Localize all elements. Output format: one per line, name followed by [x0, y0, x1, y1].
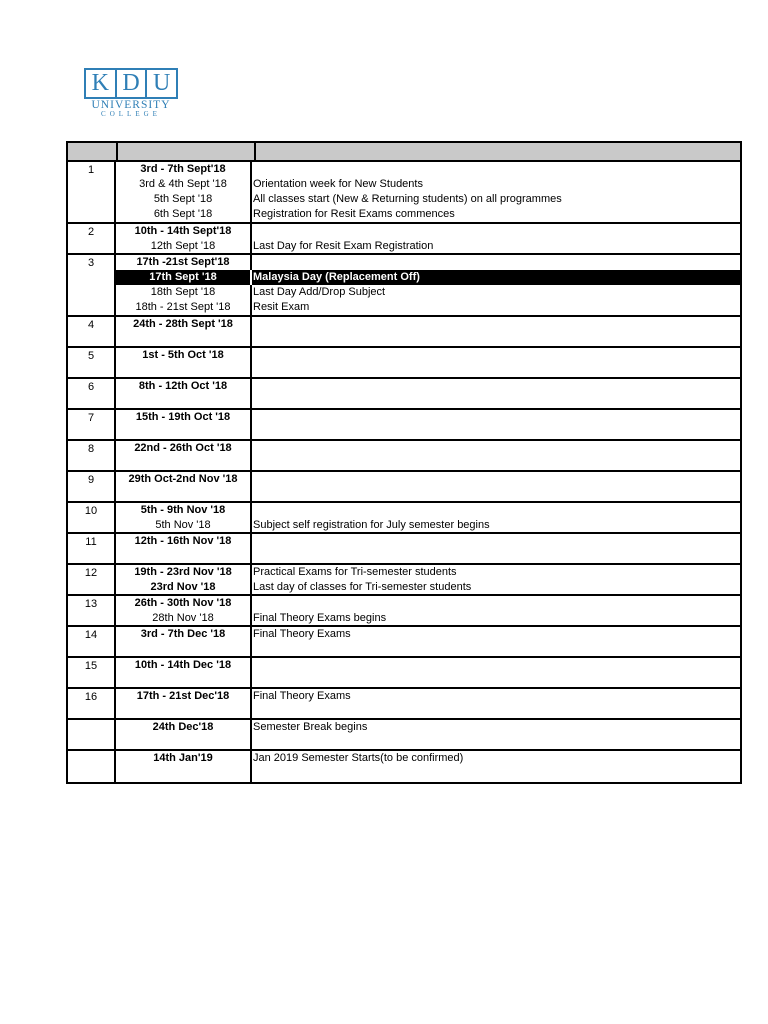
filler-date-cell: [116, 456, 252, 470]
calendar-entry: [116, 720, 740, 735]
entry-event: [252, 255, 740, 270]
filler-event-cell: [252, 363, 740, 377]
calendar-entry: [116, 207, 740, 222]
calendar-entry: [116, 534, 740, 549]
entry-event: [252, 596, 740, 611]
entry-event: Jan 2019 Semester Starts(to be confirmed): [253, 752, 464, 764]
entry-date: 6th Sept '18: [116, 207, 252, 222]
calendar-entry: [116, 285, 740, 300]
calendar-entry: [116, 472, 740, 487]
week-row: [68, 627, 740, 658]
calendar-entry: [116, 518, 740, 533]
entry-event: Final Theory Exams: [253, 628, 351, 640]
calendar-entry: [116, 596, 740, 611]
entry-date: 12th - 16th Nov '18: [116, 534, 252, 549]
filler-date-cell: [116, 766, 252, 782]
entry-date: 10th - 14th Dec '18: [116, 658, 252, 673]
row-filler: [116, 549, 740, 563]
week-entries: [116, 348, 740, 377]
filler-event-cell: [252, 394, 740, 408]
week-row: [68, 348, 740, 379]
entry-date: 29th Oct-2nd Nov '18: [116, 472, 252, 487]
filler-date-cell: [116, 363, 252, 377]
week-entries: [116, 162, 740, 222]
row-filler: [116, 704, 740, 718]
filler-event-cell: [252, 487, 740, 501]
week-number: 9: [68, 472, 116, 501]
week-number: [68, 751, 116, 782]
week-row: [68, 751, 740, 782]
row-filler: [116, 456, 740, 470]
entry-event: Last Day for Resit Exam Registration: [253, 240, 434, 252]
week-entries: [116, 503, 740, 532]
entry-date: 17th -21st Sept'18: [116, 255, 252, 270]
filler-date-cell: [116, 425, 252, 439]
entry-date: 18th Sept '18: [116, 285, 252, 300]
logo-letter-k: K: [91, 70, 109, 96]
calendar-entry: [116, 348, 740, 363]
row-filler: [116, 394, 740, 408]
calendar-entry: [116, 611, 740, 626]
week-number: 10: [68, 503, 116, 532]
row-filler: [116, 425, 740, 439]
header-week-cell: [68, 143, 118, 160]
entry-date: 3rd - 7th Sept'18: [116, 162, 252, 177]
entry-event: [252, 472, 740, 487]
entry-date: 5th - 9th Nov '18: [116, 503, 252, 518]
week-row: [68, 534, 740, 565]
week-number: 7: [68, 410, 116, 439]
entry-event: [252, 410, 740, 425]
week-number: 11: [68, 534, 116, 563]
entry-event: Last day of classes for Tri-semester students: [253, 581, 472, 593]
entry-event: Malaysia Day (Replacement Off): [253, 271, 420, 283]
week-number: 5: [68, 348, 116, 377]
entry-event: [252, 503, 740, 518]
filler-event-cell: [252, 766, 740, 782]
filler-date-cell: [116, 704, 252, 718]
week-row: [68, 379, 740, 410]
filler-event-cell: [252, 642, 740, 656]
week-number: 2: [68, 224, 116, 253]
entry-date: 24th - 28th Sept '18: [116, 317, 252, 332]
filler-date-cell: [116, 642, 252, 656]
calendar-entry: [116, 239, 740, 254]
week-entries: [116, 472, 740, 501]
entry-date: 14th Jan'19: [116, 751, 252, 766]
entry-date: 1st - 5th Oct '18: [116, 348, 252, 363]
entry-date: 18th - 21st Sept '18: [116, 300, 252, 315]
filler-date-cell: [116, 549, 252, 563]
entry-event: [252, 348, 740, 363]
entry-date: 3rd - 7th Dec '18: [116, 627, 252, 642]
filler-date-cell: [116, 735, 252, 749]
row-filler: [116, 487, 740, 501]
week-row: [68, 255, 740, 317]
week-entries: [116, 720, 740, 749]
week-entries: [116, 441, 740, 470]
week-row: [68, 658, 740, 689]
week-number: 14: [68, 627, 116, 656]
week-entries: [116, 658, 740, 687]
week-number: 3: [68, 255, 116, 315]
entry-event: Semester Break begins: [253, 721, 368, 733]
row-filler: [116, 673, 740, 687]
calendar-entry: [116, 627, 740, 642]
entry-event: Orientation week for New Students: [253, 178, 423, 190]
week-row: [68, 472, 740, 503]
week-number: 12: [68, 565, 116, 594]
entry-event: [252, 441, 740, 456]
calendar-entry: [116, 255, 740, 270]
week-entries: [116, 317, 740, 346]
week-entries: [116, 565, 740, 594]
entry-event: [252, 162, 740, 177]
entry-event: Final Theory Exams begins: [253, 612, 387, 624]
academic-calendar-table: [66, 141, 742, 784]
row-filler: [116, 642, 740, 656]
week-number: 1: [68, 162, 116, 222]
week-row: [68, 565, 740, 596]
week-number: 4: [68, 317, 116, 346]
filler-date-cell: [116, 332, 252, 346]
week-row: [68, 689, 740, 720]
week-row: [68, 410, 740, 441]
entry-date: 19th - 23rd Nov '18: [116, 565, 252, 580]
entry-date: 24th Dec'18: [116, 720, 252, 735]
week-entries: [116, 534, 740, 563]
calendar-entry: [116, 689, 740, 704]
entry-date: 8th - 12th Oct '18: [116, 379, 252, 394]
calendar-entry: [116, 317, 740, 332]
logo-letter-d: D: [115, 70, 146, 97]
entry-date: 5th Nov '18: [116, 518, 252, 533]
calendar-entry: [116, 300, 740, 315]
week-entries: [116, 379, 740, 408]
calendar-entry: [116, 162, 740, 177]
week-row: [68, 596, 740, 627]
entry-event: Subject self registration for July semester begins: [253, 519, 490, 531]
row-filler: [116, 735, 740, 749]
entry-event: [252, 317, 740, 332]
week-row: [68, 441, 740, 472]
week-entries: [116, 410, 740, 439]
entry-date: 15th - 19th Oct '18: [116, 410, 252, 425]
calendar-entry: [116, 503, 740, 518]
week-entries: [116, 596, 740, 625]
table-header-row: [68, 143, 740, 162]
calendar-entry: [116, 751, 740, 766]
entry-event: Final Theory Exams: [253, 690, 351, 702]
week-row: [68, 224, 740, 255]
calendar-entry: [116, 410, 740, 425]
week-entries: [116, 224, 740, 253]
filler-event-cell: [252, 673, 740, 687]
entry-date: 17th Sept '18: [116, 270, 252, 285]
entry-date: 3rd & 4th Sept '18: [116, 177, 252, 192]
calendar-entry: [116, 177, 740, 192]
filler-event-cell: [252, 704, 740, 718]
week-entries: [116, 255, 740, 315]
entry-event: [252, 224, 740, 239]
logo-college-text: COLLEGE: [101, 110, 161, 118]
calendar-entry: [116, 580, 740, 595]
row-filler: [116, 363, 740, 377]
entry-event: Resit Exam: [253, 301, 310, 313]
entry-event: Practical Exams for Tri-semester students: [253, 566, 457, 578]
week-number: 13: [68, 596, 116, 625]
filler-date-cell: [116, 394, 252, 408]
kdu-logo: [84, 68, 178, 118]
week-row: [68, 720, 740, 751]
filler-event-cell: [252, 332, 740, 346]
week-row: [68, 162, 740, 224]
logo-letter-u: U: [145, 70, 176, 97]
entry-event: [252, 534, 740, 549]
entry-date: 17th - 21st Dec'18: [116, 689, 252, 704]
calendar-entry: [116, 379, 740, 394]
week-number: 15: [68, 658, 116, 687]
filler-date-cell: [116, 487, 252, 501]
entry-event: [252, 658, 740, 673]
filler-event-cell: [252, 549, 740, 563]
week-entries: [116, 627, 740, 656]
entry-event: Last Day Add/Drop Subject: [253, 286, 386, 298]
filler-event-cell: [252, 456, 740, 470]
week-number: 8: [68, 441, 116, 470]
row-filler: [116, 332, 740, 346]
week-row: [68, 317, 740, 348]
entry-date: 26th - 30th Nov '18: [116, 596, 252, 611]
logo-university-text: UNIVERSITY: [91, 99, 171, 111]
header-date-cell: [118, 143, 256, 160]
entry-date: 23rd Nov '18: [116, 580, 252, 595]
row-filler: [116, 766, 740, 782]
calendar-entry: [116, 565, 740, 580]
header-event-cell: [256, 143, 740, 160]
holiday-entry-highlighted: [116, 270, 740, 285]
calendar-entry: [116, 224, 740, 239]
entry-date: 28th Nov '18: [116, 611, 252, 626]
filler-event-cell: [252, 425, 740, 439]
calendar-entry: [116, 658, 740, 673]
filler-event-cell: [252, 735, 740, 749]
week-entries: [116, 689, 740, 718]
entry-event: Registration for Resit Exams commences: [253, 208, 455, 220]
entry-date: 12th Sept '18: [116, 239, 252, 254]
filler-date-cell: [116, 673, 252, 687]
week-row: [68, 503, 740, 534]
entry-date: 10th - 14th Sept'18: [116, 224, 252, 239]
calendar-entry: [116, 441, 740, 456]
entry-event: [252, 379, 740, 394]
week-entries: [116, 751, 740, 782]
calendar-entry: [116, 192, 740, 207]
logo-letters-box: [84, 68, 178, 99]
week-number: [68, 720, 116, 749]
week-number: 6: [68, 379, 116, 408]
entry-date: 5th Sept '18: [116, 192, 252, 207]
week-number: 16: [68, 689, 116, 718]
entry-date: 22nd - 26th Oct '18: [116, 441, 252, 456]
entry-event: All classes start (New & Returning students) on all programmes: [253, 193, 562, 205]
